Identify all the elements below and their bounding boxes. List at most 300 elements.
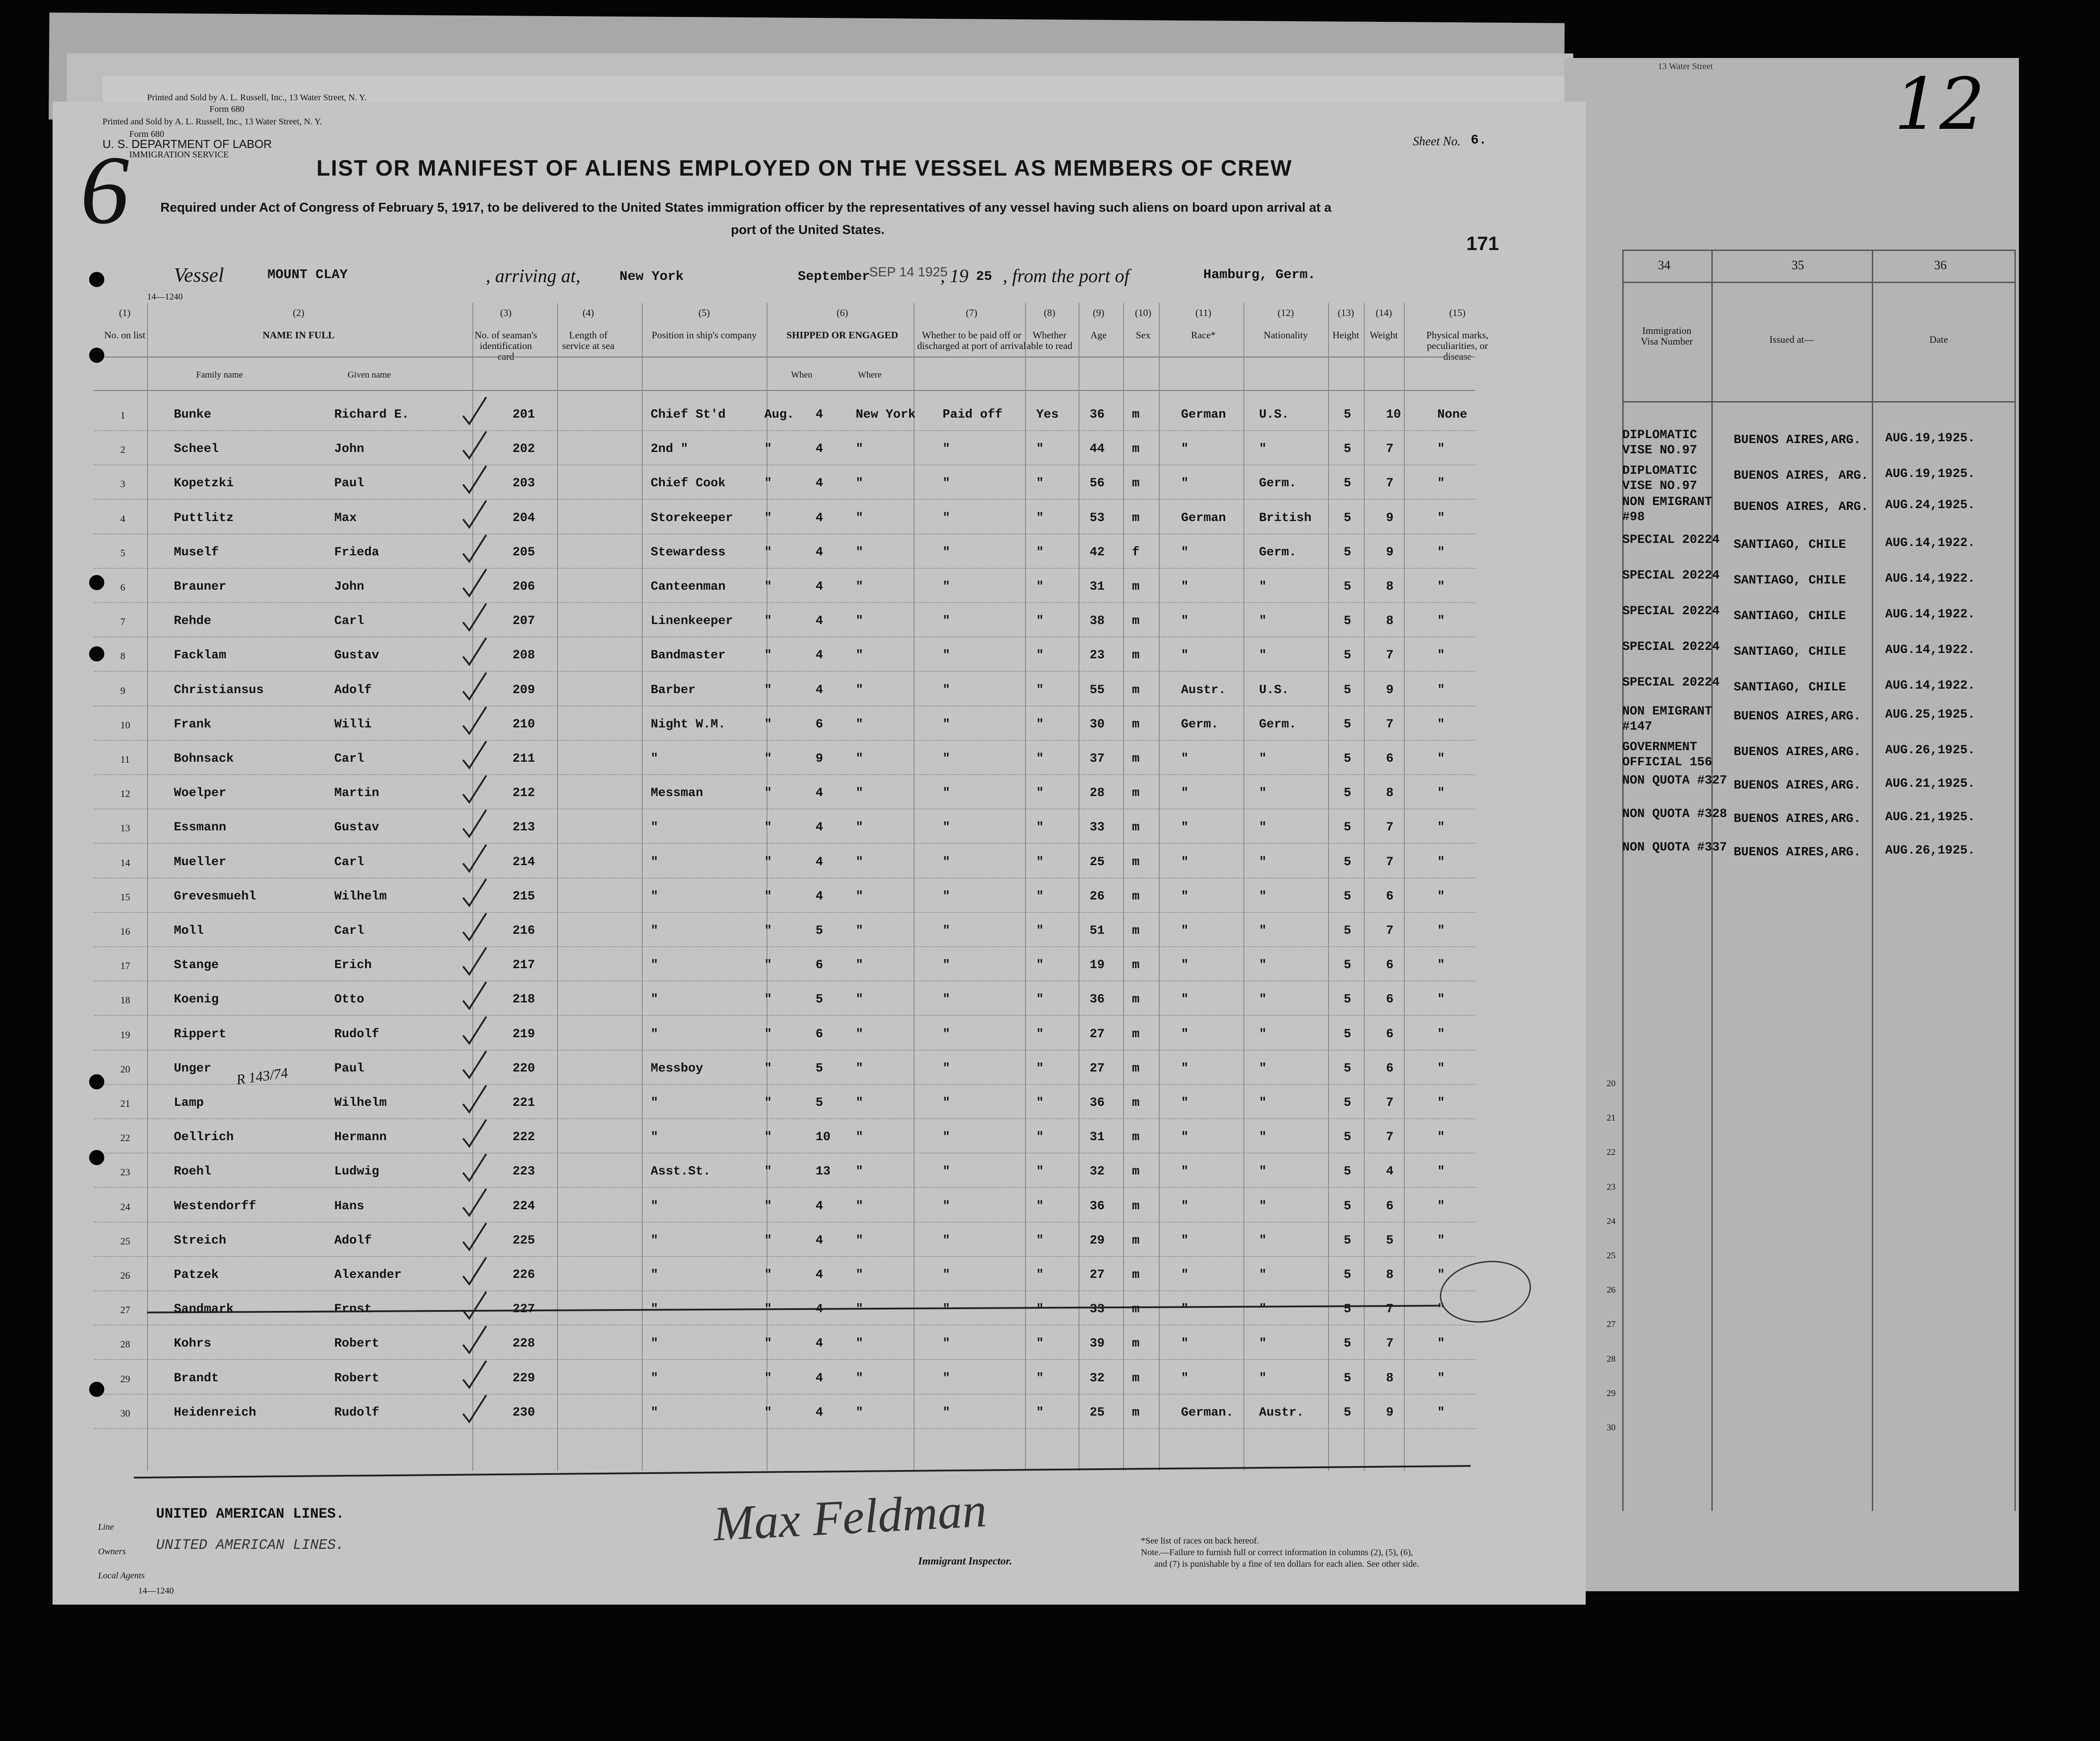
family-name: Facklam bbox=[174, 649, 226, 662]
row-number: 8 bbox=[120, 650, 125, 661]
height: 5 bbox=[1344, 786, 1351, 800]
row-rule bbox=[94, 464, 1475, 465]
row-number: 11 bbox=[120, 754, 130, 765]
visa-number: SPECIAL 20224 bbox=[1622, 676, 1720, 690]
age: 27 bbox=[1090, 1268, 1105, 1282]
row-number: 17 bbox=[120, 960, 130, 971]
shipped-month: " bbox=[764, 649, 772, 662]
nationality: " bbox=[1259, 958, 1267, 972]
position: " bbox=[651, 958, 658, 972]
position: Storekeeper bbox=[651, 511, 733, 525]
column-number: (12) bbox=[1277, 307, 1294, 318]
checkmark-icon bbox=[461, 1359, 488, 1390]
shipped-day: 4 bbox=[816, 1268, 823, 1282]
column-subheader: Given name bbox=[348, 370, 391, 380]
physical-marks: " bbox=[1437, 442, 1445, 456]
sex: m bbox=[1132, 924, 1140, 938]
column-number: (13) bbox=[1337, 307, 1354, 318]
column-header: Age bbox=[1090, 329, 1107, 341]
card-number: 220 bbox=[513, 1062, 535, 1076]
able-to-read: " bbox=[1036, 614, 1044, 628]
row-number: 9 bbox=[120, 685, 125, 696]
able-to-read: " bbox=[1036, 821, 1044, 834]
nationality: U.S. bbox=[1259, 683, 1289, 697]
race: Austr. bbox=[1181, 683, 1226, 697]
visa-number: NON QUOTA #337 bbox=[1622, 841, 1727, 854]
note-1: *See list of races on back hereof. bbox=[1141, 1536, 1259, 1546]
visa-date: AUG.19,1925. bbox=[1885, 467, 1975, 481]
card-number: 204 bbox=[513, 511, 535, 525]
row-rule bbox=[94, 878, 1475, 879]
from-port: Hamburg, Germ. bbox=[1203, 267, 1316, 283]
able-to-read: " bbox=[1036, 890, 1044, 903]
shipped-day: 6 bbox=[816, 1027, 823, 1041]
physical-marks: " bbox=[1437, 1062, 1445, 1076]
sex: m bbox=[1132, 1027, 1140, 1041]
issued-at: SANTIAGO, CHILE bbox=[1734, 609, 1846, 623]
shipped-month: " bbox=[764, 546, 772, 559]
stamp-number: 171 bbox=[1466, 233, 1499, 255]
family-name: Roehl bbox=[174, 1165, 212, 1178]
shipped-where: " bbox=[856, 683, 863, 697]
shipped-day: 4 bbox=[816, 683, 823, 697]
visa-date: AUG.25,1925. bbox=[1885, 708, 1975, 722]
weight: 7 bbox=[1386, 476, 1394, 490]
age: 33 bbox=[1090, 821, 1105, 834]
header-rule-bottom bbox=[94, 390, 1475, 391]
checkmark-icon bbox=[461, 1393, 488, 1425]
position: Messboy bbox=[651, 1062, 703, 1076]
row-rule bbox=[94, 1084, 1475, 1085]
position: " bbox=[651, 1406, 658, 1420]
printer-line-top: Printed and Sold by A. L. Russell, Inc., 13 Water Street, N. Y. bbox=[147, 93, 367, 103]
shipped-where: " bbox=[856, 958, 863, 972]
sex: m bbox=[1132, 442, 1140, 456]
checkmark-icon bbox=[461, 1015, 488, 1046]
race: " bbox=[1181, 1027, 1189, 1041]
position: " bbox=[651, 924, 658, 938]
row-rule bbox=[94, 1187, 1475, 1188]
checkmark-icon bbox=[461, 946, 488, 977]
nationality: " bbox=[1259, 786, 1267, 800]
checkmark-icon bbox=[461, 1324, 488, 1355]
given-name: Gustav bbox=[334, 649, 379, 662]
able-to-read: " bbox=[1036, 1268, 1044, 1282]
physical-marks: " bbox=[1437, 1302, 1445, 1316]
row-number: 18 bbox=[120, 994, 130, 1006]
row-number: 15 bbox=[120, 891, 130, 903]
checkmark-icon bbox=[461, 912, 488, 943]
given-name: Rudolf bbox=[334, 1027, 379, 1041]
issued-at: BUENOS AIRES,ARG. bbox=[1734, 812, 1861, 826]
right-row-number: 20 bbox=[1607, 1079, 1616, 1088]
card-number: 207 bbox=[513, 614, 535, 628]
able-to-read: " bbox=[1036, 1199, 1044, 1213]
shipped-month: " bbox=[764, 1337, 772, 1351]
physical-marks: " bbox=[1437, 855, 1445, 869]
race: " bbox=[1181, 1302, 1189, 1316]
able-to-read: " bbox=[1036, 1371, 1044, 1385]
right-row-number: 29 bbox=[1607, 1388, 1616, 1398]
able-to-read: " bbox=[1036, 958, 1044, 972]
column-number: (7) bbox=[966, 307, 977, 318]
shipped-month: " bbox=[764, 1130, 772, 1144]
checkmark-icon bbox=[461, 1221, 488, 1252]
weight: 7 bbox=[1386, 1302, 1394, 1316]
able-to-read: " bbox=[1036, 1062, 1044, 1076]
right-col-35-label: Issued at— bbox=[1769, 334, 1814, 345]
binder-hole bbox=[89, 646, 104, 661]
race: " bbox=[1181, 958, 1189, 972]
paid-off: " bbox=[943, 924, 950, 938]
visa-date: AUG.14,1922. bbox=[1885, 643, 1975, 657]
right-row-number: 28 bbox=[1607, 1354, 1616, 1364]
age: 19 bbox=[1090, 958, 1105, 972]
sex: m bbox=[1132, 1302, 1140, 1316]
row-number: 23 bbox=[120, 1166, 130, 1178]
sex: m bbox=[1132, 1406, 1140, 1420]
printer-line: Printed and Sold by A. L. Russell, Inc., 13 Water Street, N. Y. bbox=[103, 117, 322, 127]
column-header: Height bbox=[1333, 329, 1359, 341]
family-name: Patzek bbox=[174, 1268, 219, 1282]
height: 5 bbox=[1344, 855, 1351, 869]
row-rule bbox=[94, 430, 1475, 431]
corner-number: 12 bbox=[1894, 62, 1985, 146]
checkmark-icon bbox=[461, 1256, 488, 1287]
shipped-day: 4 bbox=[816, 1406, 823, 1420]
shipped-where: New York bbox=[856, 408, 916, 422]
date-stamp: SEP 14 1925 bbox=[869, 265, 948, 279]
shipped-day: 9 bbox=[816, 752, 823, 766]
paid-off: Paid off bbox=[943, 408, 1003, 422]
paid-off: " bbox=[943, 786, 950, 800]
race: " bbox=[1181, 649, 1189, 662]
line-label: Line bbox=[98, 1522, 114, 1532]
weight: 8 bbox=[1386, 580, 1394, 594]
shipped-where: " bbox=[856, 993, 863, 1006]
right-row-number: 21 bbox=[1607, 1113, 1616, 1123]
row-number: 24 bbox=[120, 1201, 130, 1212]
row-number: 26 bbox=[120, 1270, 130, 1281]
race: " bbox=[1181, 1062, 1189, 1076]
able-to-read: " bbox=[1036, 718, 1044, 731]
family-name: Puttlitz bbox=[174, 511, 234, 525]
shipped-day: 4 bbox=[816, 511, 823, 525]
able-to-read: " bbox=[1036, 1130, 1044, 1144]
right-col-34-label: Immigration Visa Number bbox=[1641, 325, 1693, 347]
shipped-day: 4 bbox=[816, 1371, 823, 1385]
family-name: Heidenreich bbox=[174, 1406, 256, 1420]
paid-off: " bbox=[943, 958, 950, 972]
physical-marks: " bbox=[1437, 1165, 1445, 1178]
position: " bbox=[651, 1027, 658, 1041]
row-number: 3 bbox=[120, 478, 125, 489]
weight: 9 bbox=[1386, 511, 1394, 525]
height: 5 bbox=[1344, 1268, 1351, 1282]
weight: 9 bbox=[1386, 683, 1394, 697]
weight: 7 bbox=[1386, 821, 1394, 834]
position: Stewardess bbox=[651, 546, 726, 559]
paid-off: " bbox=[943, 718, 950, 731]
paid-off: " bbox=[943, 821, 950, 834]
card-number: 227 bbox=[513, 1302, 535, 1316]
row-rule bbox=[94, 1015, 1475, 1016]
checkmark-icon bbox=[461, 464, 488, 495]
column-header: No. on list bbox=[104, 329, 146, 341]
weight: 9 bbox=[1386, 546, 1394, 559]
year-prefix: , 19 bbox=[940, 266, 968, 287]
column-header: SHIPPED OR ENGAGED bbox=[786, 329, 898, 341]
given-name: Richard E. bbox=[334, 408, 410, 422]
position: " bbox=[651, 993, 658, 1006]
height: 5 bbox=[1344, 821, 1351, 834]
weight: 7 bbox=[1386, 718, 1394, 731]
able-to-read: " bbox=[1036, 649, 1044, 662]
weight: 7 bbox=[1386, 649, 1394, 662]
column-divider bbox=[1364, 303, 1365, 1471]
visa-date: AUG.26,1925. bbox=[1885, 844, 1975, 858]
shipped-month: " bbox=[764, 442, 772, 456]
age: 32 bbox=[1090, 1165, 1105, 1178]
row-rule bbox=[94, 1222, 1475, 1223]
nationality: " bbox=[1259, 614, 1267, 628]
shipped-month: " bbox=[764, 924, 772, 938]
position: 2nd " bbox=[651, 442, 689, 456]
checkmark-icon bbox=[461, 980, 488, 1011]
card-number: 203 bbox=[513, 476, 535, 490]
shipped-day: 4 bbox=[816, 442, 823, 456]
shipped-month: " bbox=[764, 786, 772, 800]
weight: 7 bbox=[1386, 1130, 1394, 1144]
sex: m bbox=[1132, 649, 1140, 662]
card-number: 206 bbox=[513, 580, 535, 594]
height: 5 bbox=[1344, 958, 1351, 972]
position: Asst.St. bbox=[651, 1165, 711, 1178]
shipped-where: " bbox=[856, 1302, 863, 1316]
owners-value: UNITED AMERICAN LINES. bbox=[156, 1537, 345, 1553]
right-col-36-label: Date bbox=[1929, 334, 1948, 345]
checkmark-icon bbox=[461, 1118, 488, 1149]
nationality: " bbox=[1259, 580, 1267, 594]
sex: m bbox=[1132, 408, 1140, 422]
age: 56 bbox=[1090, 476, 1105, 490]
age: 30 bbox=[1090, 718, 1105, 731]
note-2: Note.—Failure to furnish full or correct information in columns (2), (5), (6), bbox=[1141, 1548, 1413, 1557]
given-name: Otto bbox=[334, 993, 365, 1006]
shipped-month: " bbox=[764, 511, 772, 525]
shipped-month: " bbox=[764, 1062, 772, 1076]
position: Night W.M. bbox=[651, 718, 726, 731]
paid-off: " bbox=[943, 546, 950, 559]
row-rule bbox=[94, 912, 1475, 913]
able-to-read: " bbox=[1036, 855, 1044, 869]
nationality: " bbox=[1259, 1337, 1267, 1351]
card-number: 215 bbox=[513, 890, 535, 903]
family-name: Scheel bbox=[174, 442, 219, 456]
shipped-day: 10 bbox=[816, 1130, 831, 1144]
checkmark-icon bbox=[461, 843, 488, 874]
paid-off: " bbox=[943, 683, 950, 697]
shipped-day: 4 bbox=[816, 580, 823, 594]
position: " bbox=[651, 890, 658, 903]
shipped-day: 4 bbox=[816, 476, 823, 490]
given-name: John bbox=[334, 442, 365, 456]
weight: 6 bbox=[1386, 1199, 1394, 1213]
age: 36 bbox=[1090, 1096, 1105, 1110]
family-name: Moll bbox=[174, 924, 204, 938]
agents-label: Local Agents bbox=[98, 1571, 145, 1581]
row-number: 7 bbox=[120, 616, 125, 627]
column-number: (15) bbox=[1449, 307, 1466, 318]
line-value: UNITED AMERICAN LINES. bbox=[156, 1506, 345, 1522]
height: 5 bbox=[1344, 1096, 1351, 1110]
visa-number: NON QUOTA #327 bbox=[1622, 774, 1727, 788]
row-number: 20 bbox=[120, 1063, 130, 1075]
paid-off: " bbox=[943, 1062, 950, 1076]
height: 5 bbox=[1344, 649, 1351, 662]
shipped-where: " bbox=[856, 1096, 863, 1110]
paid-off: " bbox=[943, 1234, 950, 1248]
physical-marks: " bbox=[1437, 1268, 1445, 1282]
shipped-month: " bbox=[764, 890, 772, 903]
able-to-read: " bbox=[1036, 752, 1044, 766]
race: " bbox=[1181, 442, 1189, 456]
given-name: Carl bbox=[334, 855, 365, 869]
position: " bbox=[651, 1130, 658, 1144]
family-name: Stange bbox=[174, 958, 219, 972]
card-number: 213 bbox=[513, 821, 535, 834]
nationality: " bbox=[1259, 821, 1267, 834]
weight: 6 bbox=[1386, 890, 1394, 903]
row-rule bbox=[94, 671, 1475, 672]
issued-at: BUENOS AIRES, ARG. bbox=[1734, 469, 1869, 483]
physical-marks: " bbox=[1437, 890, 1445, 903]
paid-off: " bbox=[943, 649, 950, 662]
paid-off: " bbox=[943, 1268, 950, 1282]
height: 5 bbox=[1344, 924, 1351, 938]
position: Chief Cook bbox=[651, 476, 726, 490]
shipped-day: 4 bbox=[816, 1234, 823, 1248]
shipped-day: 4 bbox=[816, 408, 823, 422]
age: 23 bbox=[1090, 649, 1105, 662]
able-to-read: Yes bbox=[1036, 408, 1059, 422]
given-name: Paul bbox=[334, 1062, 365, 1076]
position: Barber bbox=[651, 683, 696, 697]
weight: 6 bbox=[1386, 993, 1394, 1006]
paid-off: " bbox=[943, 614, 950, 628]
column-number: (3) bbox=[500, 307, 512, 318]
row-number: 6 bbox=[120, 582, 125, 593]
visa-number: SPECIAL 20224 bbox=[1622, 533, 1720, 547]
given-name: John bbox=[334, 580, 365, 594]
column-divider bbox=[1328, 303, 1329, 1471]
shipped-where: " bbox=[856, 752, 863, 766]
visa-number: DIPLOMATIC VISE NO.97 bbox=[1622, 428, 1698, 457]
age: 51 bbox=[1090, 924, 1105, 938]
row-rule bbox=[94, 602, 1475, 603]
row-number: 10 bbox=[120, 719, 130, 731]
able-to-read: " bbox=[1036, 1302, 1044, 1316]
position: " bbox=[651, 1302, 658, 1316]
sex: m bbox=[1132, 958, 1140, 972]
arrival-year: 25 bbox=[976, 269, 993, 284]
visa-number: SPECIAL 20224 bbox=[1622, 569, 1720, 583]
shipped-where: " bbox=[856, 1165, 863, 1178]
position: " bbox=[651, 1199, 658, 1213]
sex: m bbox=[1132, 1199, 1140, 1213]
age: 42 bbox=[1090, 546, 1105, 559]
given-name: Hans bbox=[334, 1199, 365, 1213]
height: 5 bbox=[1344, 476, 1351, 490]
age: 27 bbox=[1090, 1062, 1105, 1076]
age: 32 bbox=[1090, 1371, 1105, 1385]
nationality: " bbox=[1259, 752, 1267, 766]
shipped-month: " bbox=[764, 580, 772, 594]
card-number: 214 bbox=[513, 855, 535, 869]
given-name: Wilhelm bbox=[334, 890, 387, 903]
physical-marks: " bbox=[1437, 546, 1445, 559]
race: " bbox=[1181, 1130, 1189, 1144]
race: German. bbox=[1181, 1406, 1234, 1420]
physical-marks: " bbox=[1437, 752, 1445, 766]
form-code: 14—1240 bbox=[147, 292, 183, 302]
row-rule bbox=[94, 946, 1475, 947]
race: " bbox=[1181, 855, 1189, 869]
issued-at: BUENOS AIRES,ARG. bbox=[1734, 433, 1861, 447]
card-number: 201 bbox=[513, 408, 535, 422]
shipped-where: " bbox=[856, 924, 863, 938]
physical-marks: None bbox=[1437, 408, 1468, 422]
family-name: Koenig bbox=[174, 993, 219, 1006]
able-to-read: " bbox=[1036, 580, 1044, 594]
row-rule bbox=[94, 843, 1475, 844]
position: " bbox=[651, 1268, 658, 1282]
shipped-day: 5 bbox=[816, 1062, 823, 1076]
weight: 10 bbox=[1386, 408, 1401, 422]
nationality: " bbox=[1259, 1062, 1267, 1076]
physical-marks: " bbox=[1437, 614, 1445, 628]
weight: 8 bbox=[1386, 1371, 1394, 1385]
column-header: Nationality bbox=[1263, 329, 1308, 341]
card-number: 216 bbox=[513, 924, 535, 938]
given-name: Carl bbox=[334, 752, 365, 766]
shipped-day: 6 bbox=[816, 958, 823, 972]
row-rule bbox=[94, 499, 1475, 500]
nationality: " bbox=[1259, 442, 1267, 456]
given-name: Paul bbox=[334, 476, 365, 490]
race: German bbox=[1181, 511, 1226, 525]
arrival-month: September bbox=[798, 269, 870, 284]
sheet-label: Sheet No. bbox=[1413, 135, 1461, 148]
position: " bbox=[651, 821, 658, 834]
binder-hole bbox=[89, 1382, 104, 1397]
able-to-read: " bbox=[1036, 1027, 1044, 1041]
race: " bbox=[1181, 890, 1189, 903]
paid-off: " bbox=[943, 993, 950, 1006]
card-number: 229 bbox=[513, 1371, 535, 1385]
column-header: Race* bbox=[1191, 329, 1216, 341]
family-name: Kohrs bbox=[174, 1337, 212, 1351]
column-number: (11) bbox=[1195, 307, 1211, 318]
weight: 8 bbox=[1386, 786, 1394, 800]
physical-marks: " bbox=[1437, 649, 1445, 662]
physical-marks: " bbox=[1437, 993, 1445, 1006]
physical-marks: " bbox=[1437, 718, 1445, 731]
shipped-where: " bbox=[856, 546, 863, 559]
age: 29 bbox=[1090, 1234, 1105, 1248]
paid-off: " bbox=[943, 1096, 950, 1110]
nationality: " bbox=[1259, 1130, 1267, 1144]
